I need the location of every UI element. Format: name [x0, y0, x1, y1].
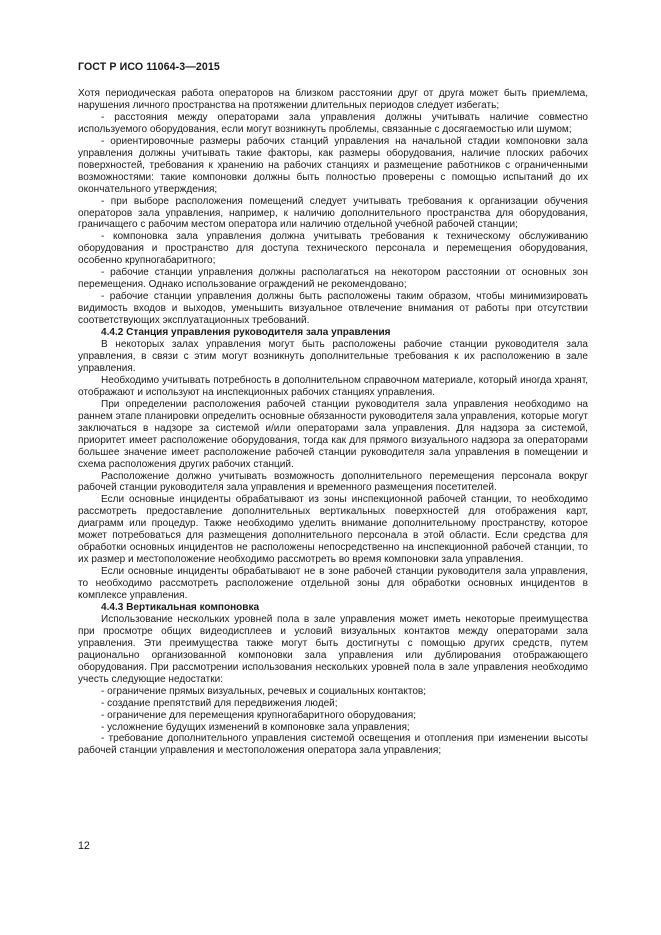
paragraph: В некоторых залах управления могут быть расположены рабочие станции руководителя зала управления, в связи с этим могут возникнуть дополнительные требования к их расположению в зале управления. — [78, 339, 588, 374]
document-header: ГОСТ Р ИСО 11064-3—2015 — [78, 61, 220, 73]
list-item: - при выборе расположения помещений следует учитывать требования к организации обучения операторов зала управления, например, к наличию дополнительного пространства для оборудования, граничащего с рабочим местом оператора или наличию отдельной учебной рабочей станции; — [78, 195, 588, 231]
list-item: - усложнение будущих изменений в компоновке зала управления; — [101, 721, 410, 733]
list-item: - рабочие станции управления должны быть расположены таким образом, чтобы минимизировать видимость входов и выходов, уменьшить визуальное отвлечение внимания от работы при отсутствии соответствующих эксплуатационных требований. — [78, 291, 588, 327]
list-item: - создание препятствий для передвижения людей; — [101, 697, 338, 709]
list-item: - рабочие станции управления должны располагаться на некотором расстоянии от основных зон перемещения. Однако использование ограждений не рекомендовано; — [78, 267, 588, 291]
list-item: - требование дополнительного управления системой освещения и отопления при изменении высоты рабочей станции управления и местоположения оператора зала управления; — [78, 733, 588, 757]
list-item: - компоновка зала управления должна учитывать требования к техническому обслуживанию оборудования и пространство для доступа технического персонала и перемещения оборудования, особенно крупногабаритного; — [78, 231, 588, 267]
paragraph: Расположение должно учитывать возможность дополнительного перемещения персонала вокруг рабочей станции руководителя зала управления и временного размещения посетителей. — [78, 470, 588, 494]
paragraph: Использование нескольких уровней пола в зале управления может иметь некоторые преимущества при просмотре общих видеодисплеев и условий визуальных контактов между операторами зала управления. Эти преимущества также могут быть достигнуты с помощью других средств, путем рационально организованной компоновки зала управления или дублирования отображающего оборудования. При рассмотрении использования нескольких уровней пола в зале управления необходимо учесть следующие недостатки: — [78, 613, 588, 685]
section-heading-4-4-2: 4.4.2 Станция управления руководителя зала управления — [101, 327, 391, 339]
page-number: 12 — [78, 840, 90, 852]
section-heading-4-4-3: 4.4.3 Вертикальная компоновка — [101, 601, 260, 613]
paragraph: Если основные инциденты обрабатывают не в зоне рабочей станции руководителя зала управления, то необходимо рассмотреть расположение отдельной зоны для обработки основных инцидентов в комплексе управления. — [78, 566, 588, 602]
paragraph: При определении расположения рабочей станции руководителя зала управления необходимо на раннем этапе планировки определить основные обязанности руководителя зала управления, которые могут заключаться в надзоре за системой и/или операторами зала управления. Для надзора за системой, приоритет имеет расположение оборудования, тогда как для прямого визуального надзора за операторами большее значение имеет расположение рабочей станции руководителя зала управления в помещении и схема расположения других рабочих станций. — [78, 398, 588, 470]
body-text — [78, 88, 588, 757]
list-item: - ограничение для перемещения крупногабаритного оборудования; — [101, 709, 416, 721]
list-item: - ограничение прямых визуальных, речевых и социальных контактов; — [101, 685, 427, 697]
paragraph: Если основные инциденты обрабатывают из зоны инспекционной рабочей станции, то необходимо рассмотреть предоставление дополнительных вертикальных поверхностей для отображения карт, диаграмм или процедур. Также необходимо уделить внимание дополнительному пространству, которое может потребоваться для размещения дополнительного персонала в этой области. Если средства для обработки основных инцидентов не расположены непосредственно на инспекционной рабочей станции, то их размер и местоположение необходимо рассмотреть во время компоновки зала управления. — [78, 494, 588, 566]
list-item: - расстояния между операторами зала управления должны учитывать наличие совместно используемого оборудования, если могут возникнуть проблемы, связанные с досягаемостью или шумом; — [78, 111, 588, 135]
paragraph: Необходимо учитывать потребность в дополнительном справочном материале, который иногда хранят, отображают и используют на инспекционных рабочих станциях управления. — [78, 374, 588, 398]
paragraph-intro: Хотя периодическая работа операторов на близком расстоянии друг от друга может быть приемлема, нарушения личного пространства на протяжении длительных периодов следует избегать; — [78, 88, 588, 111]
list-item: - ориентировочные размеры рабочих станций управления на начальной стадии компоновки зала управления должны учитывать такие факторы, как размеры оборудования, наличие плоских рабочих поверхностей, требования к хранению на рабочих станциях и размещение работников с ограниченными возможностями: такие компоновки должны быть полностью проверены с помощью испытаний до их окончательного утверждения; — [78, 135, 588, 195]
